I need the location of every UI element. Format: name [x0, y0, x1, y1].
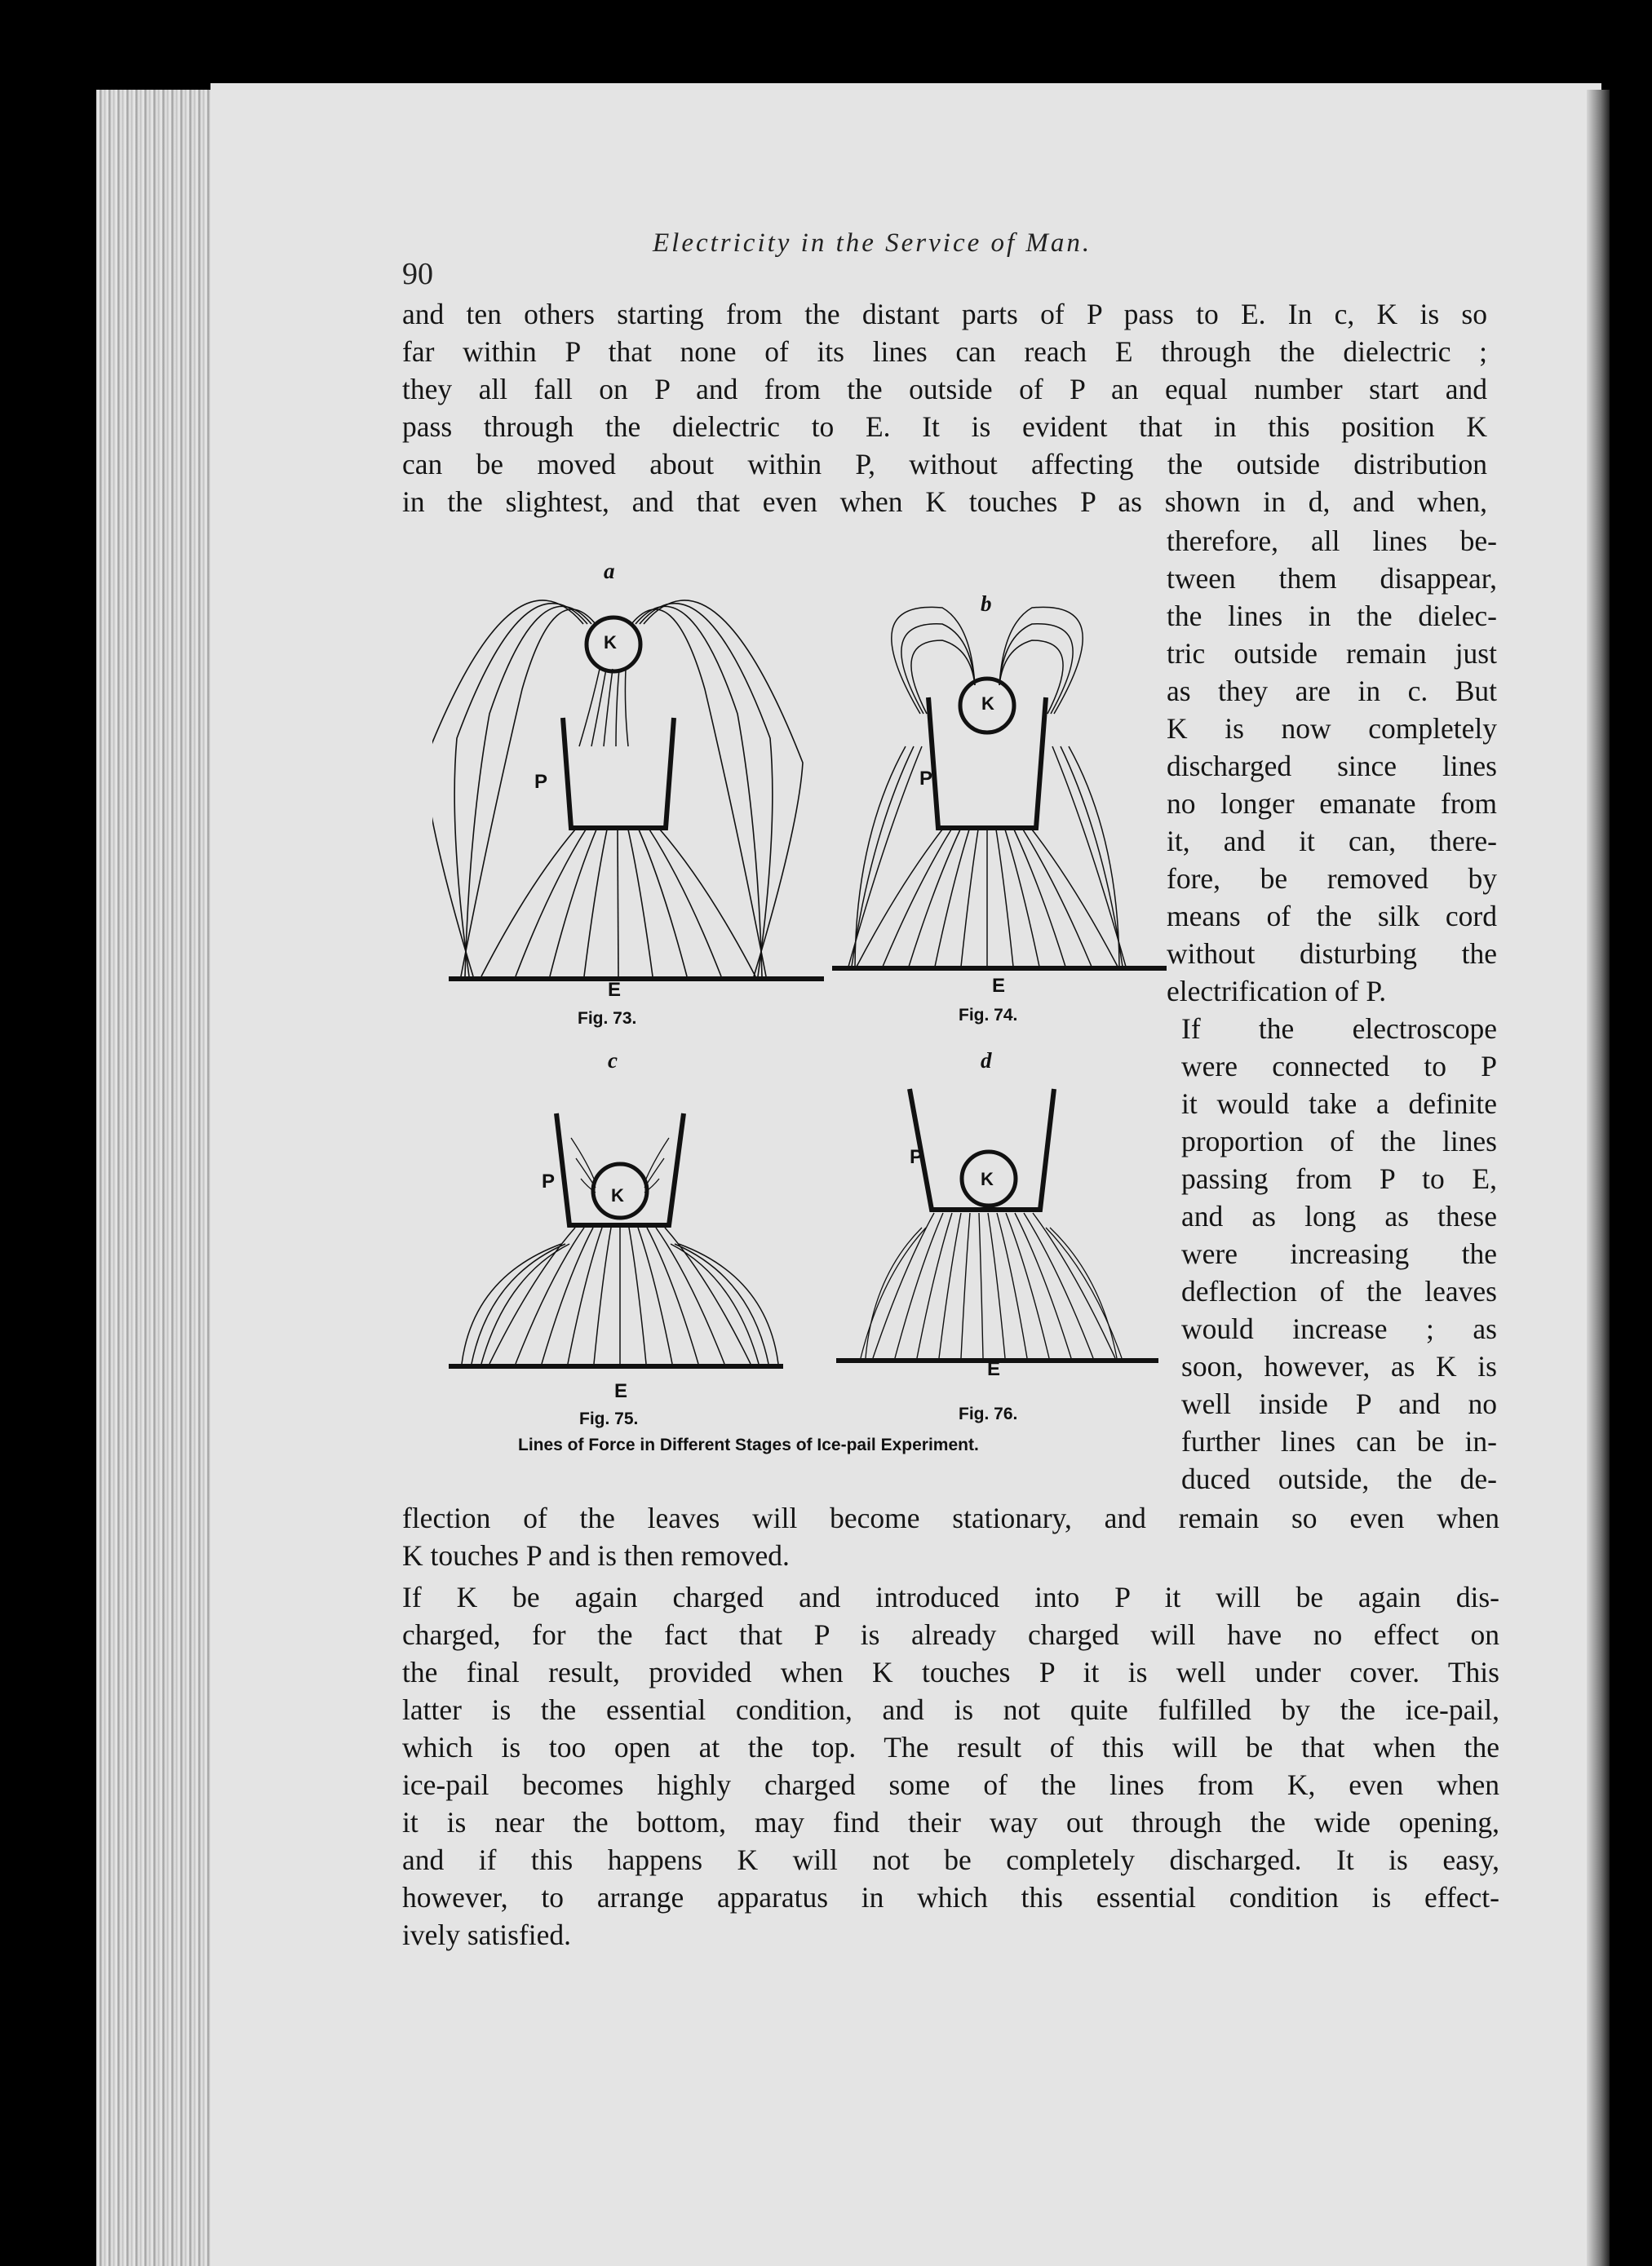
fig75-field-line — [568, 1228, 602, 1364]
text-line: it would take a definite — [1181, 1087, 1497, 1120]
text-line: ively satisfied. — [402, 1919, 572, 1951]
fig-letter-c: c — [608, 1048, 618, 1073]
fig-letter-d: d — [981, 1048, 992, 1073]
fig74-field-line — [1032, 830, 1118, 967]
text-line: If the electroscope — [1181, 1012, 1497, 1045]
fig76-outer-right — [1046, 1228, 1122, 1358]
fig75-outer-right — [675, 1244, 768, 1364]
fig76-field-line — [997, 1213, 1027, 1358]
text-line: which is too open at the top. The result of this will be that when the — [402, 1731, 1499, 1764]
fig-letter-a: a — [604, 559, 615, 583]
text-line: tric outside remain just — [1167, 637, 1497, 670]
fig75-inner-left — [571, 1138, 596, 1183]
fig73-P-label: P — [534, 771, 548, 793]
fig76-field-line — [895, 1213, 943, 1358]
fig73-field-line — [481, 830, 575, 976]
fig76-field-line — [1006, 1213, 1049, 1358]
fig76-field-line — [1024, 1213, 1093, 1358]
text-line: electrification of P. — [1167, 975, 1387, 1007]
text-line: without disturbing the — [1167, 937, 1497, 970]
fig74-outer-left — [848, 746, 922, 967]
fig75-label: Fig. 75. — [579, 1410, 639, 1428]
text-line: however, to arrange apparatus in which this essential condition is effect- — [402, 1881, 1499, 1914]
fig75-outer-left — [462, 1244, 561, 1364]
text-line: flection of the leaves will become stationary, and remain so even when — [402, 1502, 1499, 1534]
text-line: far within P that none of its lines can reach E through the dielectric ; — [402, 335, 1487, 368]
fig75-field-line — [629, 1228, 646, 1364]
text-line: would increase ; as — [1181, 1312, 1497, 1345]
text-line: proportion of the lines — [1181, 1125, 1497, 1157]
fig74-outer-right — [1061, 746, 1123, 967]
text-line: the lines in the dielec- — [1167, 600, 1497, 632]
fig74-field-line — [883, 830, 951, 967]
fig75-outer-left — [472, 1244, 565, 1364]
fig76-field-line — [873, 1213, 934, 1358]
figure-drawings — [432, 542, 1183, 1476]
fig73-inner-line — [591, 669, 606, 746]
fig74-P-label: P — [919, 768, 933, 790]
fig73-outer-line-left — [461, 609, 596, 976]
fig73-K-label: K — [604, 632, 617, 653]
fig75-outer-right — [679, 1244, 778, 1364]
text-line: pass through the dielectric to E. It is evident that in this position K — [402, 410, 1487, 443]
text-line: they all fall on P and from the outside of P an equal number start and — [402, 373, 1487, 405]
fig74-outer-right — [1052, 746, 1126, 967]
fig76-pail-P — [910, 1089, 1054, 1210]
figure-caption: Lines of Force in Different Stages of Ice-pail Experiment. — [518, 1436, 979, 1454]
text-line: and if this happens K will not be completely discharged. It is easy, — [402, 1843, 1499, 1876]
fig76-field-line — [961, 1213, 970, 1358]
fig75-field-line — [542, 1228, 593, 1364]
text-line: and as long as these — [1181, 1200, 1497, 1233]
fig73-outer-line-right — [636, 606, 762, 976]
fig74-field-line — [1005, 830, 1039, 967]
text-line: duced outside, the de- — [1181, 1463, 1497, 1495]
fig75-E-label: E — [614, 1380, 628, 1402]
fig75-K-label: K — [611, 1185, 624, 1206]
fig73-inner-line — [625, 669, 628, 746]
fig73-inner-line — [604, 669, 613, 746]
fig73-E-label: E — [608, 979, 622, 1001]
text-line: as they are in c. But — [1167, 675, 1497, 707]
fig74-field-line — [909, 830, 960, 967]
text-line: fore, be removed by — [1167, 862, 1497, 895]
fig73-inner-line — [616, 669, 619, 746]
fig76-K-label: K — [981, 1169, 994, 1189]
fig73-label: Fig. 73. — [578, 1009, 637, 1028]
fig74-K-label: K — [981, 693, 994, 714]
fig74-pail-P — [928, 697, 1046, 828]
text-line: charged, for the fact that P is already charged will have no effect on — [402, 1618, 1499, 1651]
fig74-outer-right — [1069, 746, 1119, 967]
fig76-field-line — [1033, 1213, 1115, 1358]
fig76-label: Fig. 76. — [959, 1405, 1018, 1423]
fig-letter-b: b — [981, 591, 992, 616]
fig73-inner-line — [579, 669, 600, 746]
text-line: therefore, all lines be- — [1167, 524, 1497, 557]
fig73-field-line — [516, 830, 586, 976]
page-gutter-shadow — [1587, 90, 1610, 2266]
fig74-loop-left — [911, 640, 975, 714]
fig75-pail-P — [556, 1113, 684, 1225]
page-edges — [96, 90, 219, 2266]
fig75-field-line — [647, 1228, 698, 1364]
fig75-P-label: P — [542, 1171, 556, 1193]
fig75-inner-right — [644, 1138, 669, 1183]
text-line: the final result, provided when K touches P it is well under cover. This — [402, 1656, 1499, 1688]
text-line: K touches P and is then removed. — [402, 1539, 790, 1572]
text-line: means of the silk cord — [1167, 900, 1497, 932]
fig74-label: Fig. 74. — [959, 1006, 1018, 1025]
fig75-field-line — [638, 1228, 672, 1364]
text-line: passing from P to E, — [1181, 1162, 1497, 1195]
text-line: were connected to P — [1181, 1050, 1497, 1082]
fig74-field-line — [1023, 830, 1092, 967]
fig74-field-line — [857, 830, 942, 967]
text-line: latter is the essential condition, and is not quite fulfilled by the ice-pail, — [402, 1693, 1499, 1726]
fig76-field-line — [939, 1213, 961, 1358]
fig75-field-line — [594, 1228, 611, 1364]
text-line: further lines can be in- — [1181, 1425, 1497, 1458]
text-line: soon, however, as K is — [1181, 1350, 1497, 1383]
text-line: can be moved about within P, without affecting the outside distribution — [402, 448, 1487, 480]
text-line: and ten others starting from the distant parts of P pass to E. In c, K is so — [402, 298, 1487, 330]
fig76-P-label: P — [910, 1146, 923, 1168]
fig74-outer-left — [852, 746, 914, 967]
running-head: Electricity in the Service of Man. — [653, 228, 1092, 258]
text-line: ice-pail becomes highly charged some of the lines from K, even when — [402, 1768, 1499, 1801]
text-line: it, and it can, there- — [1167, 825, 1497, 857]
text-line: no longer emanate from — [1167, 787, 1497, 820]
text-line: discharged since lines — [1167, 750, 1497, 782]
fig76-E-label: E — [987, 1358, 1001, 1380]
fig73-field-line — [649, 830, 721, 976]
text-line: tween them disappear, — [1167, 562, 1497, 595]
text-line: well inside P and no — [1181, 1387, 1497, 1420]
text-line: it is near the bottom, may find their way out through the wide opening, — [402, 1806, 1499, 1839]
fig73-outer-line-right — [640, 604, 773, 976]
fig74-E-label: E — [992, 975, 1006, 997]
figure-group-ice-pail — [432, 542, 1183, 1476]
fig73-outer-line-left — [465, 606, 591, 976]
fig74-field-line — [1014, 830, 1065, 967]
fig74-loop-right — [999, 640, 1063, 714]
fig74-field-line — [935, 830, 969, 967]
text-line: in the slightest, and that even when K touches P as shown in d, and when, — [402, 485, 1487, 518]
fig76-field-line — [979, 1213, 983, 1358]
text-line: If K be again charged and introduced into P it will be again dis- — [402, 1581, 1499, 1613]
text-line: were increasing the — [1181, 1237, 1497, 1270]
page-number: 90 — [402, 257, 433, 291]
text-line: K is now completely — [1167, 712, 1497, 745]
text-line: deflection of the leaves — [1181, 1275, 1497, 1308]
fig73-field-line — [628, 830, 653, 976]
fig73-pail-P — [563, 718, 674, 828]
fig74-outer-left — [855, 746, 906, 967]
